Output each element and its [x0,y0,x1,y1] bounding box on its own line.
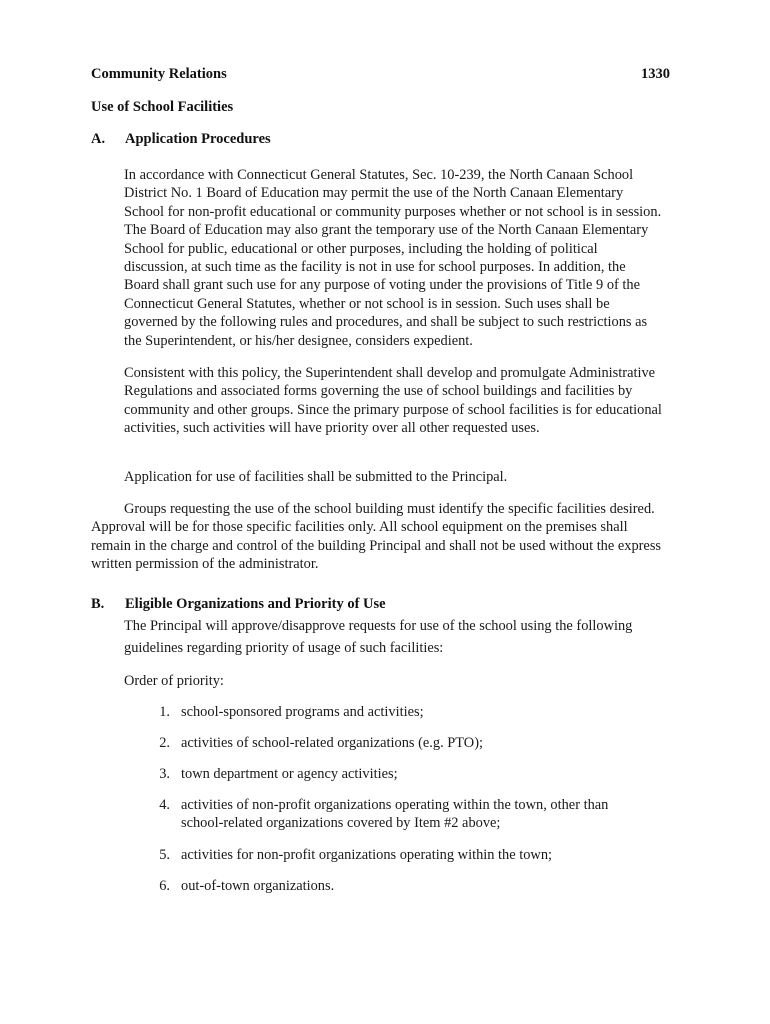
policy-title: Use of School Facilities [91,99,234,115]
section-a-paragraph-1: In accordance with Connecticut General Statutes, Sec. 10-239, the North Canaan School District No. 1 Board of Education may permit the use of the North Canaan Elementary School for non-profit educational or community purposes whether or not school is in session. The Board of Education may also grant the temporary use of the North Canaan Elementary School for public, educational or other purposes, including the holding of political discussion, at such time as the facility is not in use for school purposes. In addition, the Board shall grant such use for any purpose of voting under the provisions of Title 9 of the Connecticut General Statutes, whether or not school is in session. Such uses shall be governed by the following rules and procedures, and shall be subject to such restrictions as the Superintendent, or his/her designee, considers expedient. [124,167,662,349]
list-item: activities of non-profit organizations operating within the town, other than school-related organizations covered by Item #2 above; [181,797,609,832]
section-a-paragraph-3: Application for use of facilities shall be submitted to the Principal. [124,469,508,485]
list-item-number: 2. [159,735,170,751]
list-item-number: 5. [159,847,170,863]
policy-number: 1330 [641,66,670,82]
section-b-letter: B. [91,596,105,612]
list-item: school-sponsored programs and activities; [181,704,424,720]
section-b-title: Eligible Organizations and Priority of Use [125,596,386,612]
list-item-number: 4. [159,797,170,813]
section-a-letter: A. [91,131,106,147]
list-item: activities for non-profit organizations operating within the town; [181,847,553,863]
list-item: out-of-town organizations. [181,878,335,894]
list-item: activities of school-related organizations (e.g. PTO); [181,735,483,751]
list-item: town department or agency activities; [181,766,398,782]
section-title: Community Relations [91,66,227,82]
list-item-number: 6. [159,878,170,894]
order-of-priority-label: Order of priority: [124,673,224,689]
section-a-paragraph-4: Groups requesting the use of the school building must identify the specific facilities desired. Approval will be for those specific facilities only. All school equipment on the premises shall remain in the charge and control of the building Principal and shall not be used without the express written permission of the administrator. [91,501,662,573]
list-item-number: 3. [159,766,170,782]
section-a-title: Application Procedures [125,131,271,147]
section-b-intro: The Principal will approve/disapprove requests for use of the school using the following guidelines regarding priority of usage of such facilities: [124,618,633,656]
list-item-number: 1. [159,704,170,720]
section-a-paragraph-2: Consistent with this policy, the Superintendent shall develop and promulgate Administrative Regulations and associated forms governing the use of school buildings and facilities by community and other groups. Since the primary purpose of school facilities is for educational activities, such activities will have priority over all other requested uses. [124,365,662,437]
